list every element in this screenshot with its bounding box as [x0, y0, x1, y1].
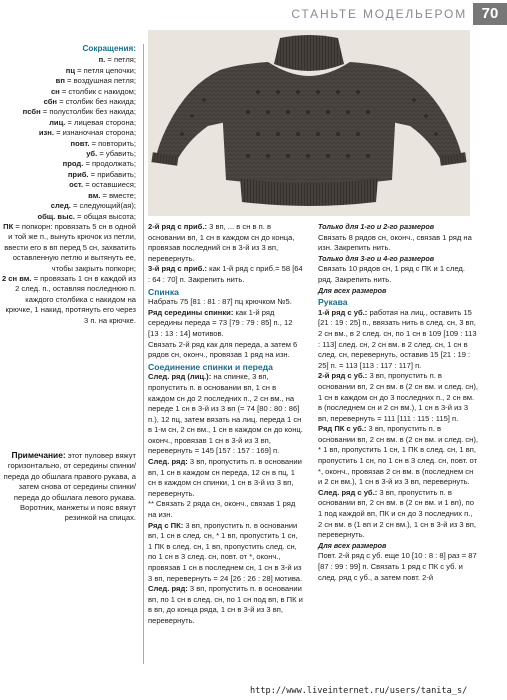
instruction-paragraph: [148, 584, 304, 626]
abbreviation-meaning: = попкорн: провязать 5 сн в одной и той же п., вынуть крючок из петли, ввести его в вп перед 5 сн, захватить оставленную петлю и вытянуть ее, чтобы закрыть попкорн;: [4, 221, 136, 273]
size-note: Только для 3-го и 4-го размеров: [318, 253, 435, 263]
instruction-text: Набрать 75 [81 : 81 : 87] пц крючком №5.: [148, 297, 292, 307]
instruction-text: Связать 2-й ряд как для переда, а затем 6 рядов сн, оконч., провязав 1 ряд на изн.: [148, 339, 298, 360]
abbreviation-key: лиц.: [49, 117, 66, 127]
abbreviation-key: уб.: [86, 149, 98, 159]
abbreviation-meaning: = оставшиеся;: [83, 180, 136, 190]
instruction-paragraph: [318, 551, 478, 583]
abbreviation-key: псбн: [22, 107, 41, 117]
size-note: Только для 1-го и 2-го размеров: [318, 222, 435, 231]
abbreviation-key: п.: [98, 55, 106, 65]
instruction-paragraph: [148, 340, 304, 361]
instruction-text: как 1-й ряд с приб.= 58 [64 : 64 : 70] п. Закрепить нить.: [148, 264, 303, 284]
abbreviation-item: [0, 55, 136, 65]
row-label: След. ряд:: [148, 584, 188, 594]
instruction-text: 3 вп, ... в сн в п. в основании вп, 1 сн в каждом сн до конца, провязав последний сн в 3-й из 3 вп, перевернуть.: [148, 222, 295, 263]
abbreviation-key: ост.: [69, 180, 84, 190]
abbreviation-item: [0, 66, 136, 76]
note-text: этот пуловер вяжут горизонтально, от середины спинки/переда до обшлага правого рукава, а затем снова от середины спинки/переда до обшлага левого рукава. Воротник, манжеты и пояс вяжут резинкой на спицах.: [3, 451, 136, 523]
abbreviation-item: [0, 212, 136, 222]
instruction-paragraph: [148, 499, 304, 520]
instruction-paragraph: [148, 297, 304, 308]
abbreviation-key: ПК: [3, 221, 14, 231]
instruction-paragraph: [318, 488, 478, 541]
text-column-1: [148, 222, 304, 627]
row-label: След. ряд (лиц.):: [148, 372, 212, 382]
instruction-text: 3 вп, пропустить п. в основании вп, 1 сн в каждом сн переда, 12 сн в пц, 1 сн в каждом сн спинки, 1 сн в 3-й из 3 вп, перевернуть.: [148, 457, 302, 498]
row-label: Ряд ПК с уб.:: [318, 424, 367, 434]
abbreviation-key: сн: [50, 86, 60, 96]
size-note: Для всех размеров: [318, 540, 387, 550]
abbreviation-item: [0, 76, 136, 86]
page-header: [291, 4, 507, 24]
abbreviation-item: [0, 97, 136, 107]
instruction-paragraph: [318, 308, 478, 372]
abbreviation-meaning: = полустолбик без накида;: [40, 107, 136, 117]
instruction-text: 3 вп, пропустить п. в основании вп, 2 сн вм. в (2 сн вм. и след. сн), 1 сн в каждом сн до 3 последних п., 2 сн вм. в (последнем сн и 2 сн вм.), 1 сн в 3-й из 3 вп, перевернуть = 111 [111 : 115 : 115] п.: [318, 371, 478, 423]
section-heading: Спинка: [148, 286, 179, 297]
note-title: Примечание:: [11, 450, 66, 460]
instruction-text: Повт. 2-й ряд с уб. еще 10 [10 : 8 : 8] раз = 87 [87 : 99 : 99] п. Связать 1 ряд с ПК с уб. и след. ряд с уб., а затем повт. 2-й: [318, 551, 477, 582]
abbreviation-meaning: = столбик с накидом;: [59, 86, 136, 96]
section-heading: Рукава: [318, 297, 348, 308]
abbreviation-key: сбн: [43, 97, 57, 107]
instruction-paragraph: [318, 264, 478, 285]
row-label: След. ряд:: [148, 457, 188, 467]
row-label: 3-й ряд с приб.:: [148, 264, 207, 274]
page-number: 70: [473, 3, 507, 25]
abbreviations-list: [0, 55, 136, 326]
instruction-paragraph: [148, 264, 304, 285]
abbreviation-meaning: = лицевая сторона;: [65, 117, 136, 127]
sweater-image: [148, 30, 470, 216]
size-note: Для всех размеров: [318, 285, 387, 295]
abbreviation-key: общ. выс.: [37, 211, 75, 221]
abbreviation-key: след.: [50, 201, 71, 211]
abbreviation-key: изн.: [38, 128, 54, 138]
instruction-text: 3 вп, пропустить п. в основании вп, 2 сн вм. в (2 сн вм. и 1 вп), по 1 под каждой вп, ПК и сн до 3 последних п., 2 сн вм. в (1 вп и 2 сн вм.), 1 сн в 3-й из 3 вп, перевернуть.: [318, 487, 477, 540]
abbreviation-meaning: = воздушная петля;: [64, 76, 136, 86]
abbreviation-item: [0, 107, 136, 117]
instruction-text: 3 вп, пропустить п. в основании вп, 2 сн вм. в (2 сн вм. и след. сн), * 1 вп, пропустить 1 сн, 1 ПК в след. сн, 1 вп, пропустить 1 сн, по 1 сн в 3 след. сн, повт. от *, оконч., провязав 2 сн вм. в (последнем сн и 2 сн вм.), 1 сн в 3-й из 3 вп, перевернуть.: [318, 424, 478, 487]
abbreviation-item: [0, 139, 136, 149]
instruction-paragraph: [148, 372, 304, 457]
row-label: След. ряд с уб.:: [318, 487, 378, 497]
abbreviation-item: [0, 201, 136, 211]
abbreviation-key: 2 сн вм.: [1, 273, 32, 283]
abbreviation-meaning: = петля;: [105, 55, 136, 65]
instruction-text: 3 вп, пропустить п. в основании вп, 1 сн в след. сн, * 1 вп, пропустить 1 сн, 1 ПК в след. сн, 1 вп, пропустить след. сн, по 1 сн в 3 след. сн, повт. от *, оконч., провязав 1 сн в последнем сн, 1 сн в 3-й из 3 вп, перевернуть = 24 [26 : 26 : 28] мотива.: [148, 520, 303, 583]
abbreviation-item: [0, 274, 136, 326]
abbreviations-block: [0, 44, 140, 326]
abbreviation-meaning: = повторить;: [89, 138, 136, 148]
abbreviation-item: [0, 87, 136, 97]
instruction-text: 3 вп, пропустить п. в основании вп, по 1 сн в след. сн, по 1 сн под вп, в ПК и в вп, до конца ряда, 1 сн в 3-й из 3 вп, перевернуть.: [148, 584, 303, 625]
abbreviation-item: [0, 170, 136, 180]
abbreviation-key: повт.: [70, 138, 90, 148]
instruction-text: работая на лиц., оставить 15 [21 : 19 : 25] п., ввязать нить в след. сн, 3 вп, 2 сн вм., в 2 след. сн, по 1 сн в 109 [109 : 113 : 113] след. сн, 2 сн вм. в 2 след. сн, 1 сн в след. сн, перевернуть, оставив 15 [21 : 19 : 25] п. = 113 [113 : 117 : 117] п.: [318, 307, 477, 370]
abbreviation-meaning: = вместе;: [100, 190, 136, 200]
abbreviation-item: [0, 128, 136, 138]
instruction-text: Связать 8 рядов сн, оконч., связав 1 ряд на изн. Закрепить нить.: [318, 232, 472, 253]
abbreviation-meaning: = прибавить;: [88, 169, 136, 179]
instruction-paragraph: [318, 424, 478, 488]
instruction-text: на спинке, 3 вп, пропустить п. в основании вп, 1 сн в каждом сн до 2 последних п., 2 сн вм., на переде 1 сн в 3-й из 3 вп (= 74 [80 : 80 : 86] п.), 12 пц, затем вязать на лиц. переда 1 сн в 1-м сн, 2 сн вм., 1 сн в каждом сн до конц. оконч., провязав 1 сн в 3-й из 3 вп, перевернуть = 145 [157 : 157 : 169] п.: [148, 372, 303, 456]
row-label: 1-й ряд с уб.:: [318, 307, 368, 317]
row-label: 2-й ряд с уб.:: [318, 371, 368, 381]
section-title: СТАНЬТЕ МОДЕЛЬЕРОМ: [291, 7, 467, 21]
abbreviation-meaning: = общая высота;: [74, 211, 136, 221]
abbreviation-meaning: = петля цепочки;: [75, 65, 136, 75]
instruction-paragraph: [148, 222, 304, 264]
abbreviation-meaning: = изнаночная сторона;: [53, 128, 136, 138]
text-column-2: [318, 222, 478, 583]
instruction-paragraph: [148, 308, 304, 340]
abbreviation-item: [0, 118, 136, 128]
abbreviation-item: [0, 191, 136, 201]
abbreviation-key: приб.: [67, 169, 89, 179]
abbreviation-item: [0, 159, 136, 169]
row-label: Ряд с ПК:: [148, 520, 184, 530]
row-label: 2-й ряд с приб.:: [148, 222, 207, 231]
instruction-text: как 1-й ряд середины переда = 73 [79 : 79 : 85] п., 12 [13 : 13 : 14] мотивов.: [148, 307, 293, 338]
abbreviation-key: вм.: [88, 190, 101, 200]
abbreviation-meaning: = следующий(ая);: [70, 201, 136, 211]
section-heading: Соединение спинки и переда: [148, 361, 273, 372]
abbreviations-title: Сокращения:: [82, 44, 136, 53]
row-label: Ряд середины спинки:: [148, 307, 234, 317]
instruction-text: Связать 10 рядов сн, 1 ряд с ПК и 1 след. ряд. Закрепить нить.: [318, 264, 465, 284]
abbreviation-key: пц: [65, 65, 75, 75]
abbreviation-key: прод.: [62, 159, 84, 169]
note-block: [0, 450, 140, 524]
abbreviation-meaning: = провязать 1 сн в каждой из 2 след. п., оставляя последнюю п. каждого столбика с накидом на крючке, 1 накид, протянуть его через 3 п. на крючке.: [5, 273, 136, 325]
abbreviation-item: [0, 180, 136, 190]
abbreviation-meaning: = продолжать;: [83, 159, 136, 169]
instruction-paragraph: [318, 371, 478, 424]
instruction-text: ** Связать 2 ряда сн, оконч., связав 1 ряд на изн.: [148, 499, 296, 520]
abbreviation-meaning: = убавить;: [97, 149, 136, 159]
abbreviation-item: [0, 222, 136, 274]
footer-url: http://www.liveinternet.ru/users/tanita_s/: [250, 686, 468, 696]
instruction-paragraph: [148, 521, 304, 585]
column-divider: [143, 44, 144, 664]
instruction-paragraph: [148, 457, 304, 499]
sweater-photo: [148, 30, 470, 216]
abbreviation-key: вп: [55, 76, 65, 86]
abbreviation-item: [0, 149, 136, 159]
instruction-paragraph: [318, 233, 478, 254]
abbreviation-meaning: = столбик без накида;: [56, 97, 136, 107]
